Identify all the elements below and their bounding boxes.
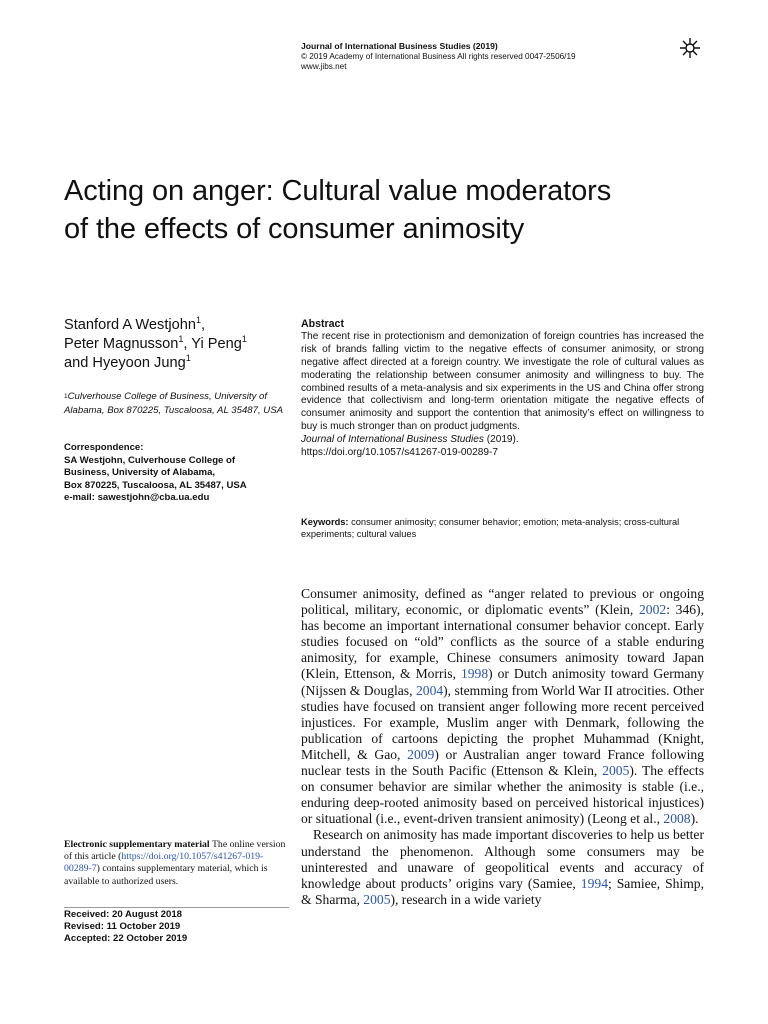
affiliation-text: Culverhouse College of Business, University of Alabama, Box 870225, Tuscaloosa, AL 35487, USA	[64, 391, 284, 416]
paragraph-2: Research on animosity has made important discoveries to help us better understand the phenomenon. Although some consumers may be uninterested and unaware of geopolitical events and accuracy of knowledge about products’ origins vary (Samiee, 1994; Samiee, Shimp, & Sharma, 2005), research in a wide variety	[301, 827, 704, 907]
paragraph-1: Consumer animosity, defined as “anger related to previous or ongoing political, military, economic, or diplomatic events” (Klein, 2002: 346), has become an important international consumer behavior concept. Early studies focused on “old” conflicts as the source of a stable enduring animosity, for example, Chinese consumers animosity toward Japan (Klein, Ettenson, & Morris, 1998) or Dutch animosity toward Germany (Nijssen & Douglas, 2004), stemming from World War II atrocities. Other studies have focused on transient anger following more recent perceived injustices. For example, Muslim anger with Denmark, following the publication of cartoons depicting the prophet Muhammad (Knight, Mitchell, & Gao, 2009) or Australian anger toward France following nuclear tests in the South Pacific (Ettenson & Klein, 2005). The effects on consumer behavior are similar whether the animosity is stable (i.e., enduring deep-rooted animosity based on perceived historical injustices) or situational (i.e., event-driven transient animosity) (Leong et al., 2008).	[301, 586, 704, 827]
citation-journal: Journal of International Business Studies	[301, 434, 484, 446]
accepted-date: Accepted: 22 October 2019	[64, 933, 188, 945]
correspondence	[64, 442, 289, 505]
correspondence-name: SA Westjohn, Culverhouse College of	[64, 454, 236, 466]
abstract-citation	[301, 434, 704, 447]
citation-link[interactable]: 1994	[580, 875, 608, 891]
author-4: Hyeyoon Jung	[92, 355, 186, 371]
correspondence-email[interactable]: e-mail: sawestjohn@cba.ua.edu	[64, 492, 210, 504]
abstract-heading: Abstract	[301, 318, 344, 330]
abstract-text: The recent rise in protectionism and demonization of foreign countries has increased the risk of brands falling victim to the negative effects of consumer animosity, or strong negative affect directed at a foreign country. We investigate the role of cultural values as moderating the relationship between consumer animosity and willingness to buy. The combined results of a meta-analysis and six experiments in the US and China offer strong evidence that collectivism and long-term orientation mitigate the negative effects of consumer animosity and support the contention that animosity’s effect on willingness to buy is much stronger than on product judgments.	[301, 330, 704, 433]
keywords	[301, 516, 704, 540]
supplementary-link[interactable]: https://doi.org/10.1057/s41267-019-00289-7	[64, 851, 264, 875]
keywords-label: Keywords:	[301, 517, 349, 527]
correspondence-line-2: Business, University of Alabama,	[64, 467, 216, 479]
author-list: Stanford A Westjohn$^1$, Peter Magnusson$^1$, Yi Peng$^1$ and Hyeyoon Jung$^1$	[64, 315, 247, 371]
journal-url[interactable]: www.jibs.net	[301, 62, 347, 71]
correspondence-label: Correspondence:	[64, 442, 144, 453]
citation-link[interactable]: 1998	[460, 666, 489, 682]
received-date: Received: 20 August 2018	[64, 909, 183, 920]
citation-link[interactable]: 2005	[602, 763, 630, 779]
correspondence-line-3: Box 870225, Tuscaloosa, AL 35487, USA	[64, 479, 247, 491]
citation-link[interactable]: 2004	[415, 682, 444, 698]
journal-name: Journal of International Business Studies (2019)	[301, 41, 498, 51]
abstract	[301, 318, 704, 460]
citation-link[interactable]: 2009	[407, 746, 435, 762]
author-1-sup: 1	[195, 315, 201, 325]
supplementary-material: Electronic supplementary material The online version of this article (https://doi.org/10.1057/s41267-019-00289-7) contains supplementary material, which is available to authorized users.	[64, 839, 286, 887]
author-3: Yi Peng	[191, 336, 242, 352]
affiliation	[64, 390, 289, 417]
affiliation-sup: 1	[64, 393, 68, 400]
article-dates	[64, 907, 289, 946]
revised-date: Revised: 11 October 2019	[64, 921, 181, 933]
author-2-sup: 1	[178, 334, 184, 344]
author-1: Stanford A Westjohn	[64, 317, 196, 333]
author-3-sup: 1	[241, 334, 247, 344]
copyright-line: © 2019 Academy of International Business All rights reserved 0047-2506/19	[301, 51, 576, 61]
publisher-logo-icon	[678, 36, 702, 60]
citation-year: (2019).	[483, 434, 519, 446]
supplementary-heading: Electronic supplementary material	[64, 839, 210, 850]
citation-link[interactable]: 2008	[663, 811, 691, 827]
citation-link[interactable]: 2002	[639, 602, 667, 618]
keywords-text: consumer animosity; consumer behavior; emotion; meta-analysis; cross-cultural experiments; cultural values	[301, 517, 680, 540]
author-and: and	[64, 355, 93, 371]
author-4-sup: 1	[185, 353, 191, 363]
citation-link[interactable]: 2005	[363, 891, 391, 907]
article-title	[64, 172, 724, 248]
author-2: Peter Magnusson	[64, 336, 179, 352]
title-line-1: Acting on anger: Cultural value moderators	[64, 175, 612, 207]
journal-header	[301, 41, 661, 73]
title-line-2: of the effects of consumer animosity	[64, 213, 525, 245]
body-text	[301, 586, 704, 908]
abstract-doi[interactable]: https://doi.org/10.1057/s41267-019-00289-7	[301, 447, 498, 459]
